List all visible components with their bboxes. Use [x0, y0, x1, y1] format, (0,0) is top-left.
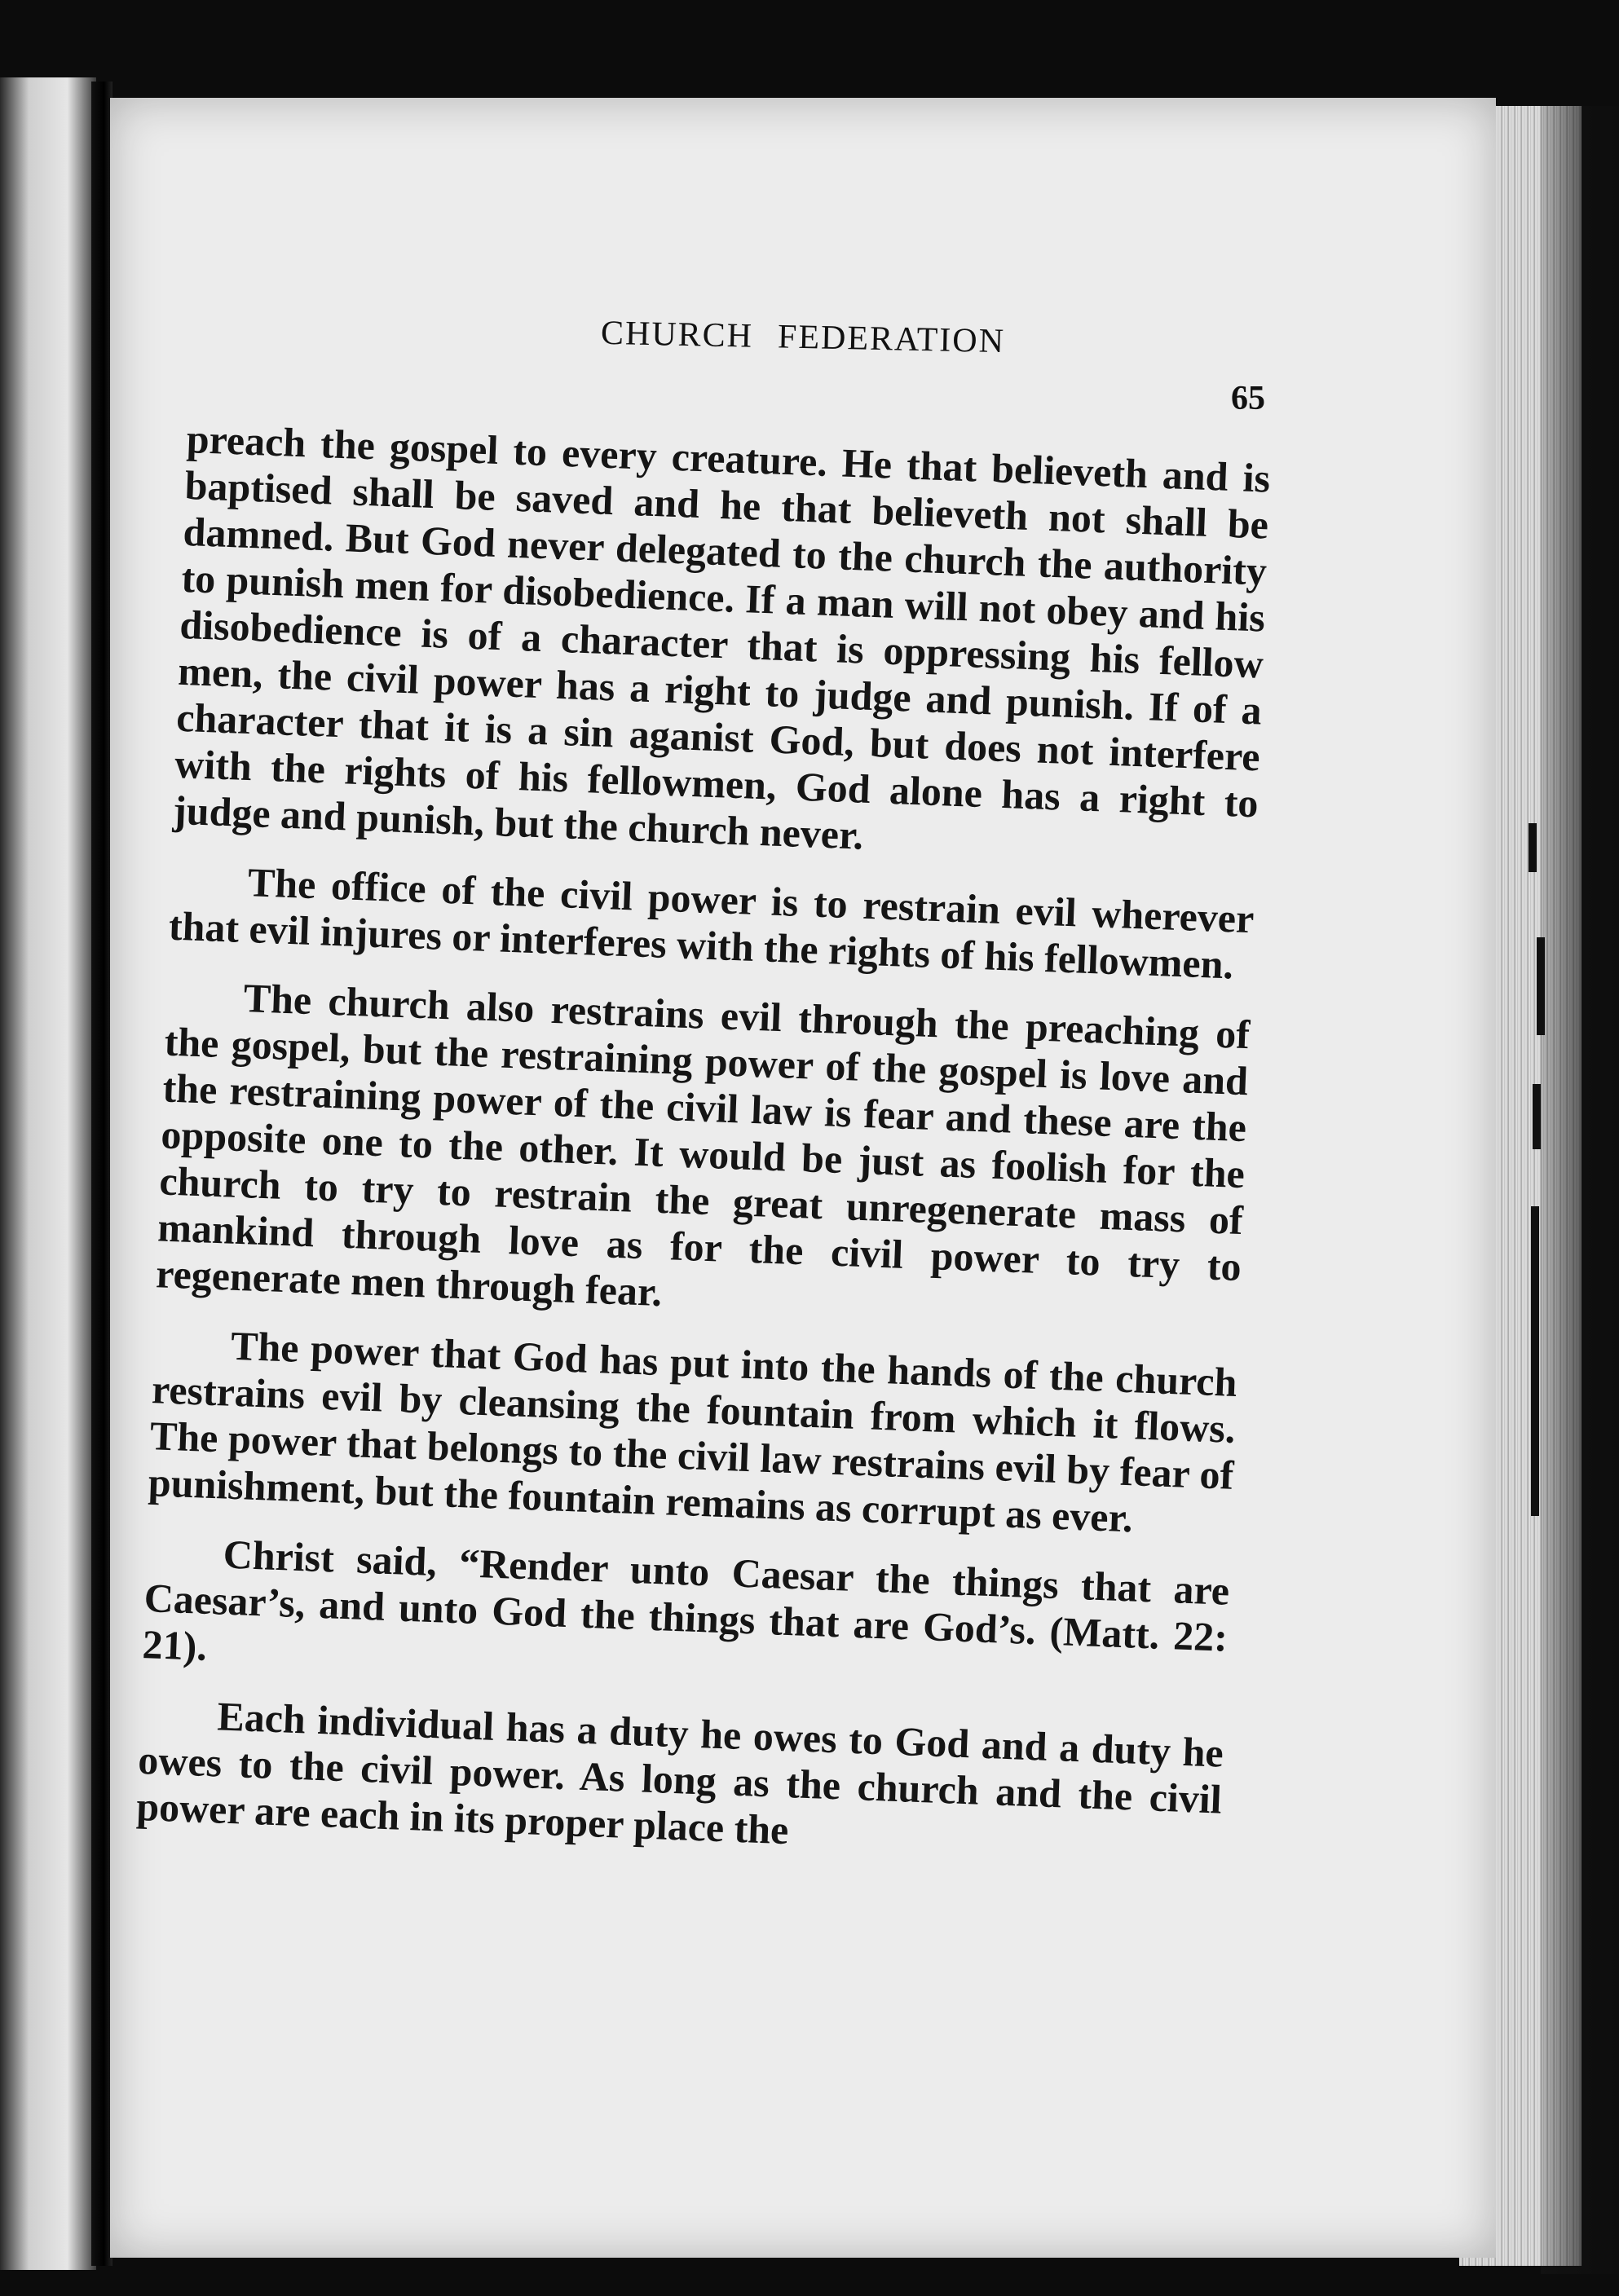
edge-mark	[1529, 823, 1537, 872]
paragraph: The power that God has put into the hands of the church restrains evil by cleansing the fountain from which it flows. The power that belongs to the civil law restrains evil by fear of punishment, but the fountain remains as corrupt as ever.	[148, 1322, 1238, 1541]
paragraph: The church also restrains evil through the preaching of the gospel, but the restraining power of the gospel is love and the restraining power of the civil law is fear and these are the opposite one to the other. It would be just as foolish for the church to try to restrain the great unregenerate mass of mankind through love as for the civil power to try to regenerate men through fear.	[155, 975, 1251, 1315]
page-stack-shadow	[1541, 106, 1619, 2274]
edge-mark	[1537, 937, 1545, 1035]
body-text	[135, 416, 1271, 1893]
running-head-right: FEDERATION	[777, 318, 1006, 361]
paragraph: Christ said, “Render unto Caesar the things that are Caesar’s, and unto God the things that are God’s. (Matt. 22: 21).	[141, 1531, 1231, 1669]
running-head-left: CHURCH	[600, 314, 754, 355]
edge-mark	[1533, 1084, 1541, 1149]
paragraph: preach the gospel to every creature. He that believeth and is baptised shall be saved and he that believeth not shall be damned. But God never delegated to the church the authority to punish men for disobedience. If a man will not obey and his disobedience is of a character that is oppressing his fellow men, the civil power has a right to judge and punish. If of a character that it is a sin aganist God, but does not interfere with the rights of his fellowmen, God alone has a right to judge and punish, but the church never.	[172, 416, 1272, 858]
paragraph: Each individual has a duty he owes to God and a duty he owes to the civil power. As long as the church and the civil power are each in its proper place the	[135, 1693, 1224, 1853]
book-page	[110, 98, 1496, 2258]
paragraph: The office of the civil power is to restrain evil wherever that evil injures or interferes with the rights of his fellowmen.	[168, 859, 1255, 988]
edge-mark	[1531, 1206, 1539, 1516]
page-number: 65	[1231, 380, 1265, 417]
running-head	[110, 303, 1497, 372]
left-page-edge	[0, 77, 96, 2270]
